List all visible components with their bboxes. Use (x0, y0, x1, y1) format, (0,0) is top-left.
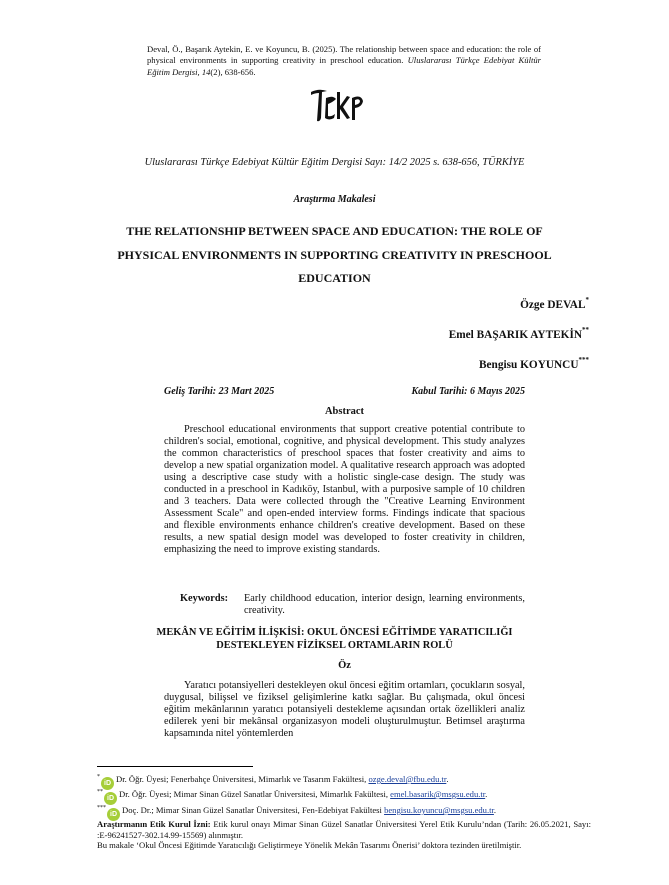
footnote-mark: ** (97, 789, 103, 795)
thesis-note: Bu makale ‘Okul Öncesi Eğitimde Yaratıcılığı Geliştirmeye Yönelik Mekân Tasarımı Önerisi’ doktora tezinden üretilmiştir. (97, 840, 522, 851)
author-1 (520, 296, 589, 311)
footnote-rule (97, 766, 253, 767)
footnote-end: . (485, 789, 488, 799)
footnote-mark: *** (97, 805, 106, 811)
citation (147, 44, 541, 78)
author-2 (449, 326, 589, 341)
author-name: Emel BAŞARIK AYTEKİN (448, 329, 582, 341)
turkish-title: MEKÂN VE EĞİTİM İLİŞKİSİ: OKUL ÖNCESİ EĞİTİMDE YARATICILIĞI DESTEKLEYEN FİZİKSEL ORTAMLARIN ROLÜ (156, 627, 513, 651)
author-name: Özge DEVAL (520, 299, 586, 311)
author-mark: ** (582, 326, 589, 334)
paper-title: THE RELATIONSHIP BETWEEN SPACE AND EDUCATION: THE ROLE OF PHYSICAL ENVIRONMENTS IN SUPPORTING CREATIVITY IN PRESCHOOL EDUCATION (117, 224, 552, 285)
citation-issue: (2), 638-656. (210, 66, 256, 77)
abstract-heading: Abstract (324, 406, 365, 417)
journal-line: Uluslararası Türkçe Edebiyat Kültür Eğitim Dergisi Sayı: 14/2 2025 s. 638-656, TÜRKİYE (144, 157, 525, 168)
author-3 (479, 356, 589, 371)
orcid-icon[interactable]: iD (107, 808, 120, 821)
ethics-text: Etik kurul onayı Mimar Sinan Güzel Sanatlar Üniversitesi Yerel Etik Kurulu’ndan (Tarih: 26.05.2021, Sayı: :E-96241527-302.14.99-15569) alınmıştır. (97, 819, 592, 840)
footnote-mark: * (97, 774, 100, 780)
orcid-icon[interactable]: iD (104, 792, 117, 805)
article-type: Araştırma Makalesi (293, 194, 376, 205)
keywords (180, 593, 525, 617)
ethics-label: Araştırmanın Etik Kurul İzni: (97, 819, 211, 829)
footnote-end: . (446, 774, 449, 784)
author-mark: *** (578, 356, 589, 364)
accepted-date: Kabul Tarihi: 6 Mayıs 2025 (411, 386, 525, 397)
author-mark: * (585, 296, 589, 304)
footnote-text: Dr. Öğr. Üyesi; Mimar Sinan Güzel Sanatlar Üniversitesi, Mimarlık Fakültesi, (119, 789, 391, 799)
keywords-text: Early childhood education, interior design, learning environments, creativity. (244, 593, 525, 616)
email-link[interactable]: bengisu.koyuncu@msgsu.edu.tr (384, 805, 494, 815)
oz-heading: Öz (338, 660, 351, 671)
orcid-icon[interactable]: iD (101, 777, 114, 790)
received-date: Geliş Tarihi: 23 Mart 2025 (164, 386, 275, 397)
keywords-label: Keywords: (180, 593, 229, 604)
abstract-text: Preschool educational environments that support creative potential contribute to children's social, emotional, cognitive, and physical development. This study analyzes the common characteristics of preschool spaces that foster creativity and aims to develop a new spatial organization model. A qualitative research approach was adopted using a descriptive case study with a holistic single-case design. The study was conducted in a preschool in Kadıköy, Istanbul, with a purposive sample of 10 children and 3 teachers. Data were collected through the "Creative Learning Environment Assessment Scale" and open-ended interview forms. Findings indicate that spacious and flexible environments enhance children's creative development. Based on these results, a new spatial design model was developed to foster creativity in children, emphasizing the need to improve existing standards. (164, 424, 525, 555)
email-link[interactable]: emel.basarik@msgsu.edu.tr (390, 789, 486, 799)
footnote-end: . (493, 805, 497, 815)
citation-journal: Uluslararası Türkçe Edebiyat Kültür Eğitim Dergisi, 14 (147, 55, 541, 77)
teke-logo (309, 86, 365, 124)
email-link[interactable]: ozge.deval@fbu.edu.tr (368, 774, 447, 784)
oz-text: Yaratıcı potansiyelleri destekleyen okul öncesi eğitim ortamları, çocukların sosyal, duygusal, bilişsel ve fiziksel gelişimlerine katkı sağlar. Bu çalışmada, okul öncesi eğitim mekânlarının yaratıcı potansiyeli destekleme açısından ortak özellikleri analiz edilerek yeni bir mekânsal organizasyon modeli oluşturulmuştur. Betimsel araştırma kapsamında nitel yöntemlerden (164, 680, 525, 739)
author-name: Bengisu KOYUNCU (479, 359, 579, 371)
citation-text: Deval, Ö., Başarık Aytekin, E. ve Koyuncu, B. (2025). The relationship between space and education: the role of physical environments in supporting creativity in preschool education. (147, 44, 541, 66)
footnote-text: Dr. Öğr. Üyesi; Fenerbahçe Üniversitesi, Mimarlık ve Tasarım Fakültesi, (116, 774, 369, 784)
ethics-statement (97, 819, 591, 851)
footnote-text: Doç. Dr.; Mimar Sinan Güzel Sanatlar Üniversitesi, Fen-Edebiyat Fakültesi (122, 805, 385, 815)
